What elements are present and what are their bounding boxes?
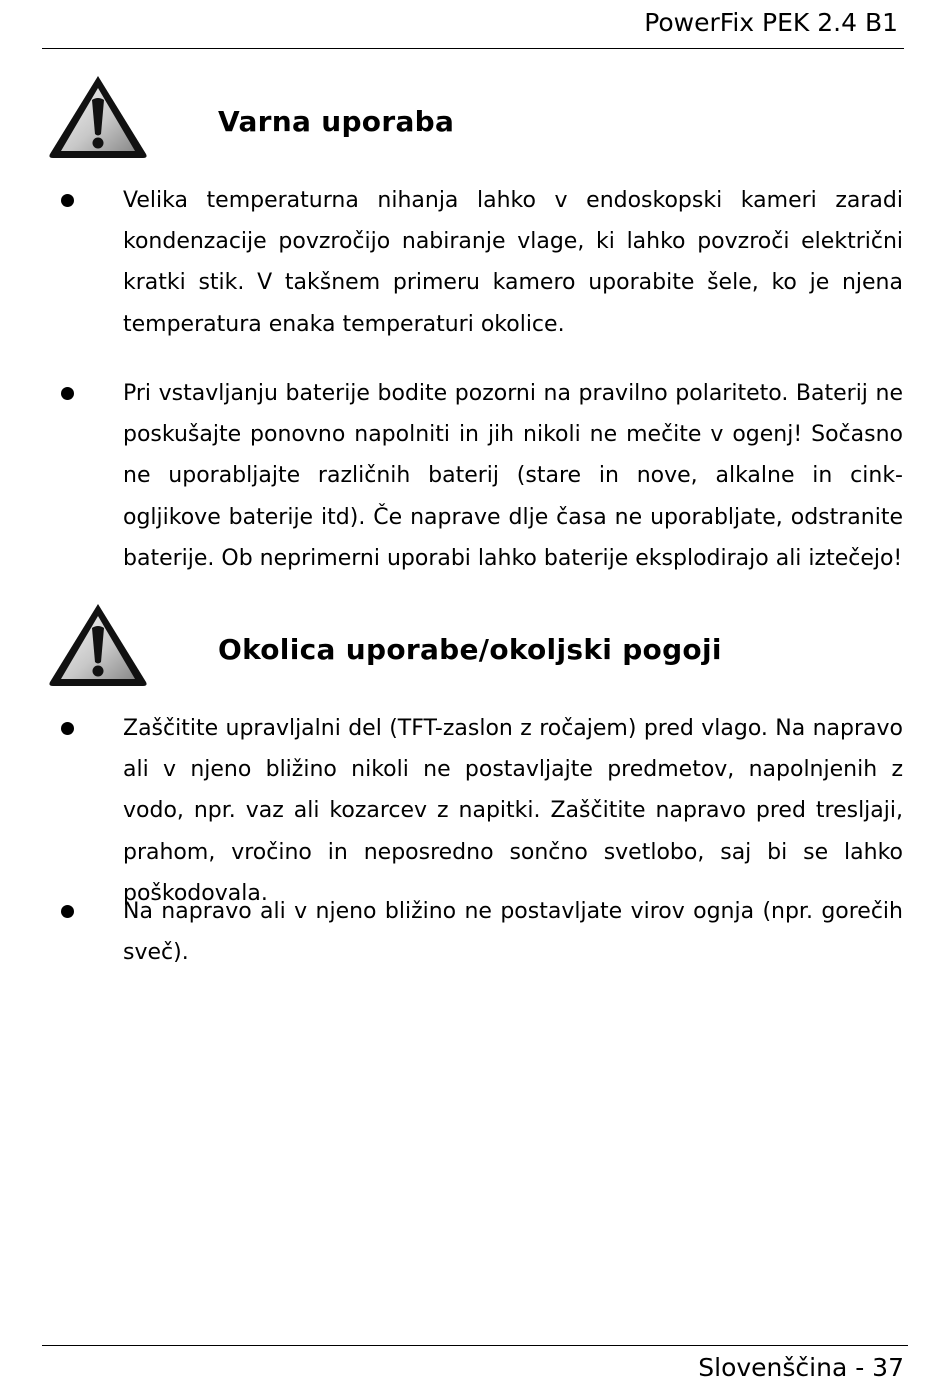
bullet-text: Zaščitite upravljalni del (TFT-zaslon z ročajem) pred vlago. Na napravo ali v njeno bližino nikoli ne postavljajte predmetov, napolnjenih z vodo, npr. vaz ali kozarcev z napitki. Zaščitite napravo pred tresljaji, prahom, vročino in neposredno sončno svetlobo, saj bi se lahko poškodovala.	[123, 716, 903, 906]
footer-divider	[42, 1345, 908, 1346]
bullet-icon	[61, 722, 74, 735]
bullet-text: Velika temperaturna nihanja lahko v endoskopski kameri zaradi kondenzacije povzročijo nabiranje vlage, ki lahko povzroči električni kratki stik. V takšnem primeru kamero uporabite šele, ko je njena temperatura enaka temperaturi okolice.	[123, 188, 903, 337]
bullet-text: Na napravo ali v njeno bližino ne postavljate virov ognja (npr. gorečih sveč).	[123, 899, 903, 966]
bullet-icon	[61, 194, 74, 207]
warning-triangle-icon	[46, 72, 150, 160]
page-footer-label: Slovenščina - 37	[698, 1353, 904, 1382]
warning-triangle-icon	[46, 600, 150, 688]
header-divider	[42, 48, 904, 49]
page-header-title: PowerFix PEK 2.4 B1	[644, 8, 898, 37]
bullet-text: Pri vstavljanju baterije bodite pozorni na pravilno polariteto. Baterij ne poskušajte ponovno napolniti in jih nikoli ne mečite v ogenj! Sočasno ne uporabljajte različnih baterij (stare in nove, alkalne in cink-ogljikove baterije itd). Če naprave dlje časa ne uporabljate, odstranite baterije. Ob neprimerni uporabi lahko baterije eksplodirajo ali iztečejo!	[123, 381, 903, 571]
bullet-icon	[61, 905, 74, 918]
section-heading-safe-use: Varna uporaba	[218, 105, 455, 138]
bullet-icon	[61, 387, 74, 400]
section-heading-environment: Okolica uporabe/okoljski pogoji	[218, 633, 722, 666]
